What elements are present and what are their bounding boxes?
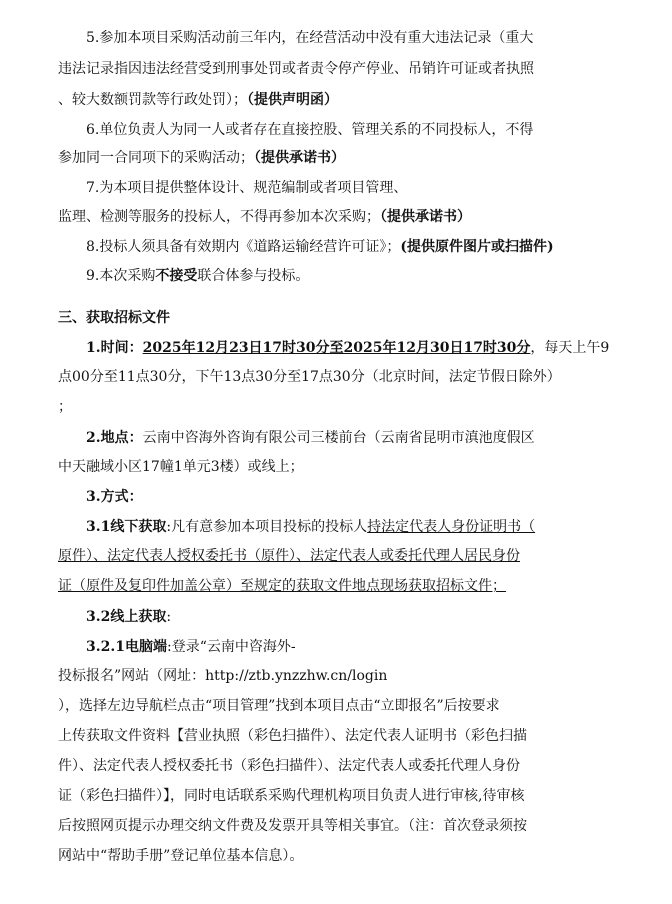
pc-line-2 (58, 666, 648, 686)
pc-line-1 (86, 637, 648, 657)
time-text: ，每天上午9 (530, 340, 610, 356)
time-label: 1.时间： (86, 340, 143, 356)
item-6-text: 参加同一合同项下的采购活动； (58, 150, 254, 166)
declaration-note: （提供声明函） (247, 92, 338, 108)
section-heading (58, 308, 648, 328)
time-line-3 (58, 397, 648, 417)
item-7-text: 7.为本项目提供整体设计、规范编制或者项目管理、 (86, 180, 408, 196)
offline-line-3 (58, 576, 648, 596)
pc-line-8 (58, 846, 648, 866)
item-5-text: 、较大数额罚款等行政处罚）； (58, 92, 247, 108)
item-7-text: 监理、检测等服务的投标人，不得再参加本次采购； (58, 209, 380, 225)
pc-line-6 (58, 786, 648, 806)
item-9-text: 联合体参与投标。 (197, 268, 310, 284)
online-text: : (166, 609, 172, 625)
item-9-text: 9.本次采购 (86, 268, 156, 284)
time-range: 2025年12月23日17时30分至2025年12月30日17时30分 (142, 340, 531, 356)
item-6-line-1 (86, 120, 648, 140)
not-accept-emphasis: 不接受 (155, 268, 198, 284)
pc-text: 网站中“帮助手册”登记单位基本信息）。 (58, 848, 304, 864)
time-text: ； (58, 399, 72, 415)
offline-text: 原件）、法定代表人授权委托书（原件）、法定代表人或委托代理人居民身份 (58, 548, 520, 564)
pc-text: 后按照网页提示办理交纳文件费及发票开具等相关事宜。（注：首次登录须按 (58, 818, 527, 834)
offline-label: 3.1线下获取 (86, 519, 167, 535)
online-line (86, 607, 648, 627)
pc-text: :登录“云南中咨海外- (166, 639, 296, 655)
item-5-text: 5.参加本项目采购活动前三年内，在经营活动中没有重大违法记录（重大 (86, 30, 534, 46)
time-text: 点00分至11点30分，下午13点30分至17点30分（北京时间，法定节假日除外） (58, 369, 561, 385)
website-url-text: 投标报名”网站（网址：http://ztb.ynzzhw.cn/login (58, 668, 388, 684)
pc-line-5 (58, 756, 648, 776)
place-label: 2.地点： (86, 430, 143, 446)
place-line-1 (86, 428, 648, 448)
item-6-line-2 (58, 148, 648, 168)
offline-text: 持法定代表人身份证明书（ (367, 519, 536, 535)
item-9-line (86, 266, 648, 286)
online-label: 3.2线上获取 (86, 609, 167, 625)
place-text: 云南中咨海外咨询有限公司三楼前台（云南省昆明市滇池度假区 (142, 430, 535, 446)
item-7-line-1 (86, 178, 648, 198)
item-8-text: 8.投标人须具备有效期内《道路运输经营许可证》； (86, 239, 401, 255)
commitment-note: （提供承诺书） (380, 209, 471, 225)
pc-line-3 (58, 696, 648, 716)
item-7-line-2 (58, 207, 648, 227)
pc-line-7 (58, 816, 648, 836)
item-5-text: 违法记录指因违法经营受到刑事处罚或者责令停产停业、吊销许可证或者执照 (58, 61, 534, 77)
offline-text: 证（原件及复印件加盖公章）至规定的获取文件地点现场获取招标文件； (58, 578, 506, 594)
method-line (86, 487, 648, 507)
time-line-2 (58, 367, 648, 387)
pc-text: 上传获取文件资料【营业执照（彩色扫描件）、法定代表人证明书（彩色扫描 (58, 728, 527, 744)
item-5-line-1 (86, 28, 648, 48)
offline-line-2 (58, 546, 648, 566)
section-title: 三、获取招标文件 (58, 310, 170, 326)
item-6-text: 6.单位负责人为同一人或者存在直接控股、管理关系的不同投标人，不得 (86, 122, 534, 138)
offline-text: :凡有意参加本项目投标的投标人 (166, 519, 368, 535)
pc-label: 3.2.1电脑端 (86, 639, 167, 655)
method-label: 3.方式： (86, 489, 143, 505)
original-scan-note: (提供原件图片或扫描件) (400, 239, 554, 255)
offline-line-1 (86, 517, 648, 537)
time-line-1 (86, 338, 648, 358)
place-text: 中天融域小区17幢1单元3楼）或线上； (58, 459, 304, 475)
item-5-line-2 (58, 59, 648, 79)
pc-line-4 (58, 726, 648, 746)
pc-text: 件）、法定代表人授权委托书（彩色扫描件）、法定代表人或委托代理人身份 (58, 758, 520, 774)
commitment-note: （提供承诺书） (254, 150, 345, 166)
place-line-2 (58, 457, 648, 477)
pc-text: 证（彩色扫描件）】，同时电话联系采购代理机构项目负责人进行审核,待审核 (58, 788, 525, 804)
pc-text: ），选择左边导航栏点击“项目管理”找到本项目点击“立即报名”后按要求 (58, 698, 500, 714)
item-5-line-3 (58, 90, 648, 110)
item-8-line (86, 237, 648, 257)
